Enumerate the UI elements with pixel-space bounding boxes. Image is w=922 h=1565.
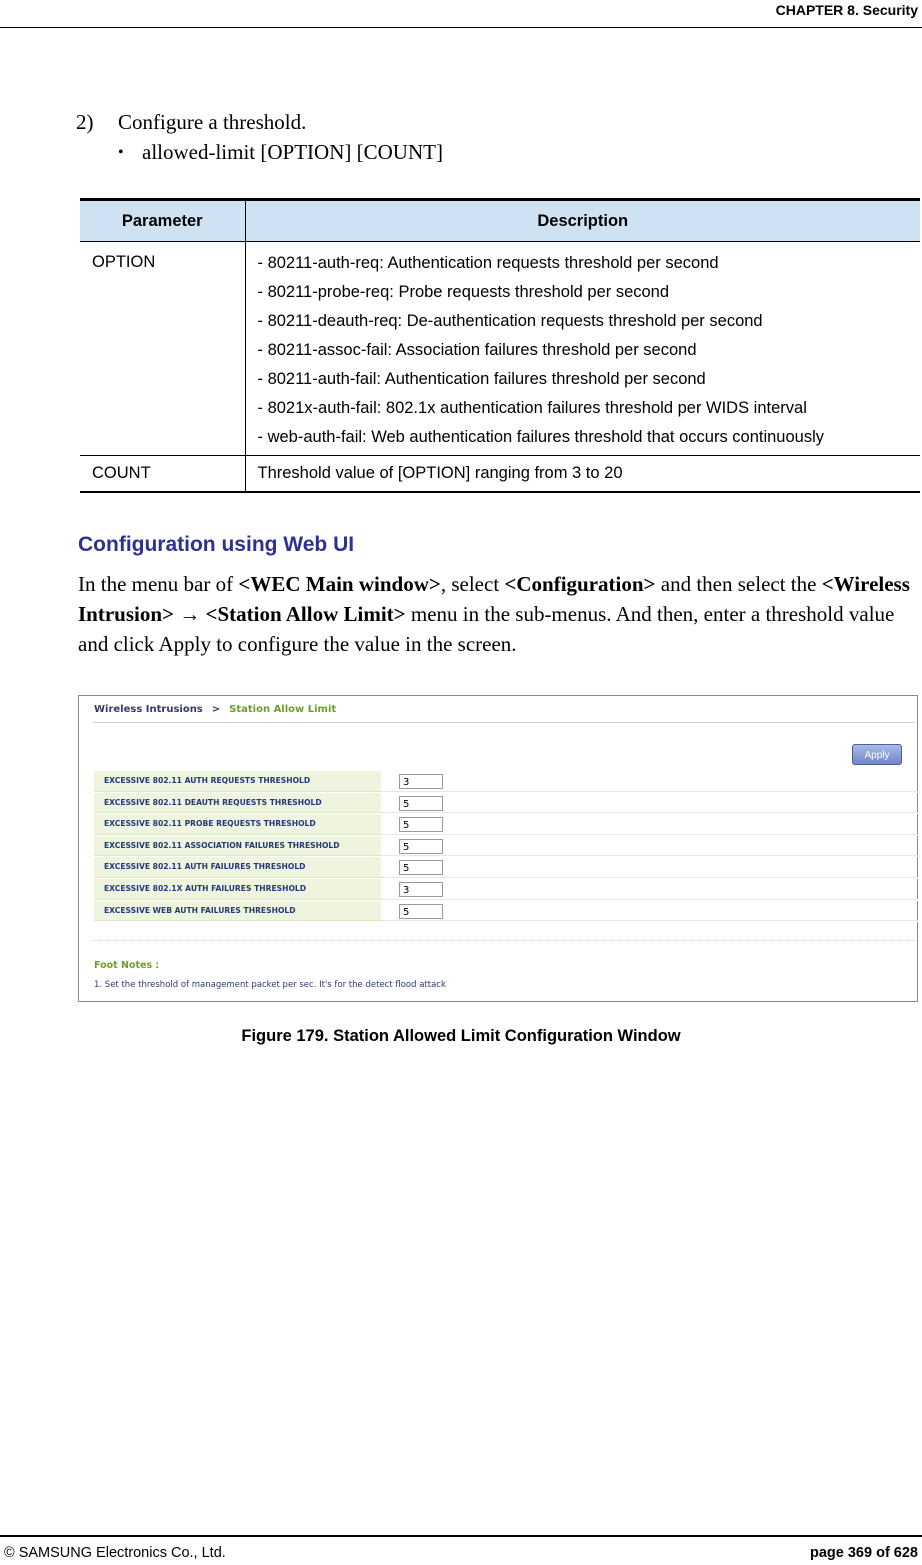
para-text: In the menu bar of xyxy=(78,572,239,596)
step-2 xyxy=(76,110,306,135)
header-parameter: Parameter xyxy=(80,200,245,242)
field-label: EXCESSIVE 802.11 AUTH REQUESTS THRESHOLD xyxy=(94,771,381,792)
divider xyxy=(93,722,915,723)
instruction-paragraph xyxy=(78,569,918,659)
para-bold: <Configuration> xyxy=(504,572,656,596)
page-number: page 369 of 628 xyxy=(810,1545,918,1561)
form-row xyxy=(94,771,918,793)
parameter-table xyxy=(80,198,920,493)
header-description: Description xyxy=(245,200,920,242)
option-line: - 80211-deauth-req: De-authentication requests threshold per second xyxy=(257,312,763,330)
breadcrumb xyxy=(94,704,336,715)
option-line: - 80211-auth-req: Authentication requests threshold per second xyxy=(257,254,719,272)
option-line: - 80211-probe-req: Probe requests threshold per second xyxy=(257,283,670,301)
field-cell xyxy=(381,793,918,814)
association-failures-threshold-input[interactable]: 5 xyxy=(399,839,443,854)
field-label: EXCESSIVE 802.11 PROBE REQUESTS THRESHOLD xyxy=(94,814,381,835)
form-row xyxy=(94,901,918,923)
para-bold: <WEC Main window> xyxy=(238,572,441,596)
breadcrumb-parent[interactable]: Wireless Intrusions xyxy=(94,704,203,715)
para-bold: <Station Allow Limit> xyxy=(205,602,406,626)
copyright: © SAMSUNG Electronics Co., Ltd. xyxy=(4,1545,226,1561)
form-row xyxy=(94,793,918,815)
field-label: EXCESSIVE 802.11 DEAUTH REQUESTS THRESHOLD xyxy=(94,793,381,814)
footnotes-title: Foot Notes : xyxy=(94,960,160,971)
breadcrumb-separator: > xyxy=(211,704,221,715)
param-count: COUNT xyxy=(80,456,245,493)
command-syntax: allowed-limit [OPTION] [COUNT] xyxy=(142,140,443,164)
auth-failures-threshold-input[interactable]: 5 xyxy=(399,860,443,875)
field-cell xyxy=(381,879,918,900)
option-description xyxy=(245,242,920,456)
para-bold: <Wireless Intrusion> xyxy=(78,572,910,626)
field-cell xyxy=(381,814,918,835)
option-line: - web-auth-fail: Web authentication failures threshold that occurs continuously xyxy=(257,428,825,446)
para-text: menu in the sub-menus. And then, enter a threshold value and click Apply to configure the value in the screen. xyxy=(78,602,895,656)
field-label: EXCESSIVE 802.1X AUTH FAILURES THRESHOLD xyxy=(94,879,381,900)
step-number: 2) xyxy=(76,110,94,134)
threshold-form xyxy=(94,771,918,922)
auth-requests-threshold-input[interactable]: 3 xyxy=(399,774,443,789)
command-bullet xyxy=(118,140,443,165)
bullet-icon: • xyxy=(118,144,124,161)
probe-requests-threshold-input[interactable]: 5 xyxy=(399,817,443,832)
option-line: - 80211-assoc-fail: Association failures threshold per second xyxy=(257,341,697,359)
section-title: Configuration using Web UI xyxy=(78,533,355,556)
page-header xyxy=(0,0,922,28)
footer-divider xyxy=(0,1535,922,1537)
web-auth-failures-threshold-input[interactable]: 5 xyxy=(399,904,443,919)
station-allow-limit-window xyxy=(78,695,918,1002)
option-line: - 80211-auth-fail: Authentication failures threshold per second xyxy=(257,370,706,388)
field-label: EXCESSIVE 802.11 ASSOCIATION FAILURES THRESHOLD xyxy=(94,836,381,857)
field-cell xyxy=(381,901,918,922)
footnote-text: 1. Set the threshold of management packet per sec. It's for the detect flood attack xyxy=(94,980,446,990)
table-row-option xyxy=(80,242,920,456)
field-label: EXCESSIVE WEB AUTH FAILURES THRESHOLD xyxy=(94,901,381,922)
form-row xyxy=(94,857,918,879)
deauth-requests-threshold-input[interactable]: 5 xyxy=(399,796,443,811)
para-text: , select xyxy=(440,572,505,596)
count-description: Threshold value of [OPTION] ranging from 3 to 20 xyxy=(245,456,920,493)
apply-button[interactable]: Apply xyxy=(852,744,902,765)
field-label: EXCESSIVE 802.11 AUTH FAILURES THRESHOLD xyxy=(94,857,381,878)
field-cell xyxy=(381,836,918,857)
arrow-icon: → xyxy=(174,602,206,626)
form-row xyxy=(94,814,918,836)
option-line: - 8021x-auth-fail: 802.1x authentication failures threshold per WIDS interval xyxy=(257,399,807,417)
divider xyxy=(93,940,915,941)
table-row-count xyxy=(80,456,920,493)
chapter-title: CHAPTER 8. Security xyxy=(775,2,918,18)
field-cell xyxy=(381,857,918,878)
field-cell xyxy=(381,771,918,792)
form-row xyxy=(94,879,918,901)
figure-caption: Figure 179. Station Allowed Limit Configuration Window xyxy=(241,1027,681,1045)
para-text: and then select the xyxy=(655,572,822,596)
form-row xyxy=(94,836,918,858)
step-text: Configure a threshold. xyxy=(118,110,307,134)
param-option: OPTION xyxy=(80,242,245,456)
8021x-auth-failures-threshold-input[interactable]: 3 xyxy=(399,882,443,897)
breadcrumb-current: Station Allow Limit xyxy=(229,704,337,715)
